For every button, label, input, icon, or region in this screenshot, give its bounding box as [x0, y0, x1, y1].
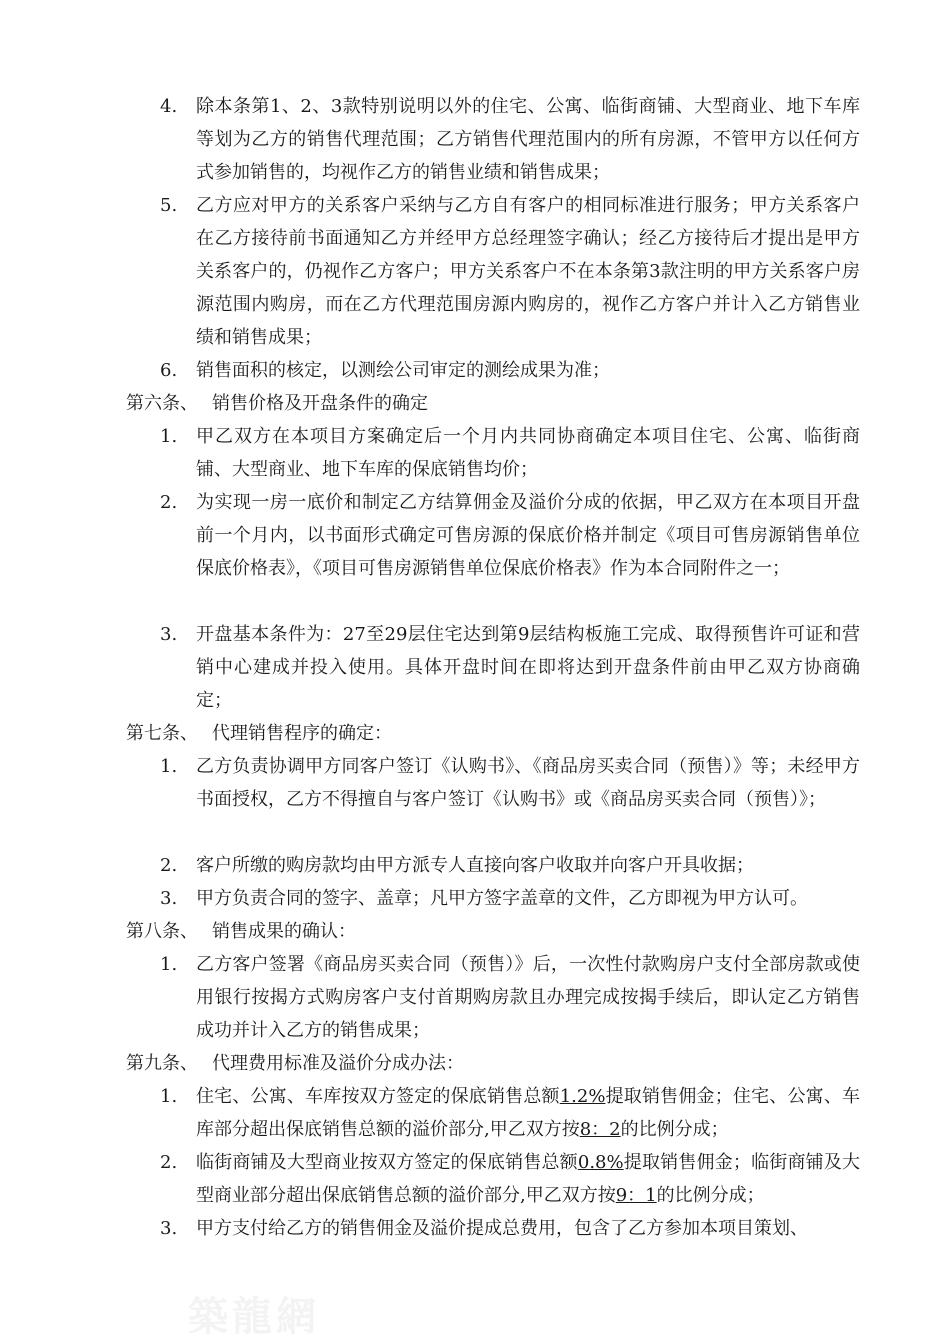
article6-heading	[126, 387, 428, 420]
item-number: 2.	[160, 492, 178, 513]
item-number: 1.	[160, 954, 178, 975]
article6-item-3	[160, 618, 860, 717]
article-title: 代理销售程序的确定：	[212, 723, 392, 744]
article-label: 第八条、	[126, 921, 198, 942]
item-text: 乙方客户签署《商品房买卖合同（预售）》后，一次性付款购房户支付全部房款或使用银行按揭方式购房客户支付首期购房款且办理完成按揭手续后，即认定乙方销售成功并计入乙方的销售成果；	[196, 954, 860, 1041]
item-text: 除本条第1、2、3款特别说明以外的住宅、公寓、临街商铺、大型商业、地下车库等划为乙方的销售代理范围；乙方销售代理范围内的所有房源，不管甲方以任何方式参加销售的，均视作乙方的销售业绩和销售成果；	[196, 96, 860, 183]
article8-item-1	[160, 948, 860, 1047]
article-title: 销售价格及开盘条件的确定	[212, 393, 428, 414]
item-number: 6.	[160, 360, 178, 381]
article-title: 销售成果的确认：	[212, 921, 356, 942]
article5-item-4	[160, 90, 860, 189]
article6-item-1	[160, 420, 860, 486]
item-number: 1.	[160, 1086, 178, 1107]
commission-rate: 0.8%	[577, 1152, 624, 1173]
text-part: 临街商铺及大型商业按双方签定的保底销售总额	[196, 1152, 578, 1173]
text-part: 的比例分成；	[656, 1185, 765, 1206]
text-part: 提取销售佣金；临街商铺及大型商业部分超出保底销售总额的溢价部分,甲乙双方按	[196, 1152, 861, 1206]
text-part: 提取销售佣金；住宅、公寓、车库部分超出保底销售总额的溢价部分,甲乙双方按	[196, 1086, 861, 1140]
item-text: 甲方支付给乙方的销售佣金及溢价提成总费用，包含了乙方参加本项目策划、	[196, 1218, 808, 1239]
item-number: 2.	[160, 1152, 178, 1173]
article-label: 第九条、	[126, 1053, 198, 1074]
item-text: 为实现一房一底价和制定乙方结算佣金及溢价分成的依据，甲乙双方在本项目开盘前一个月内，以书面形式确定可售房源的保底价格并制定《项目可售房源销售单位保底价格表》，《项目可售房源销售单位保底价格表》作为本合同附件之一；	[196, 492, 860, 579]
item-text: 甲方负责合同的签字、盖章；凡甲方签字盖章的文件，乙方即视为甲方认可。	[196, 888, 808, 909]
article6-item-2	[160, 486, 860, 585]
item-number: 4.	[160, 96, 178, 117]
item-number: 3.	[160, 624, 178, 645]
text-part: 住宅、公寓、车库按双方签定的保底销售总额	[196, 1086, 560, 1107]
item-text	[196, 1146, 860, 1212]
article7-item-3	[160, 882, 860, 915]
item-text: 客户所缴的购房款均由甲方派专人直接向客户收取并向客户开具收据；	[196, 855, 754, 876]
article9-item-3	[160, 1212, 860, 1245]
article7-item-2	[160, 849, 860, 882]
split-ratio: 8：2	[579, 1119, 621, 1140]
article9-item-1	[160, 1080, 860, 1146]
watermark: 築龍網	[188, 1293, 320, 1340]
article5-item-6	[160, 354, 860, 387]
item-text	[196, 1080, 860, 1146]
article7-heading	[126, 717, 392, 750]
item-text: 乙方应对甲方的关系客户采纳与乙方自有客户的相同标准进行服务；甲方关系客户在乙方接待前书面通知乙方并经甲方总经理签字确认；经乙方接待后才提出是甲方关系客户的，仍视作乙方客户；甲方关系客户不在本条第3款注明的甲方关系客户房源范围内购房，而在乙方代理范围房源内购房的，视作乙方客户并计入乙方销售业绩和销售成果；	[196, 195, 860, 348]
article9-item-2	[160, 1146, 860, 1212]
item-text: 销售面积的核定，以测绘公司审定的测绘成果为准；	[196, 360, 610, 381]
article5-item-5	[160, 189, 860, 354]
article8-heading	[126, 915, 356, 948]
item-text: 乙方负责协调甲方同客户签订《认购书》、《商品房买卖合同（预售）》等；未经甲方书面授权，乙方不得擅自与客户签订《认购书》或《商品房买卖合同（预售）》；	[196, 756, 860, 810]
split-ratio: 9：1	[615, 1185, 657, 1206]
item-text: 开盘基本条件为：27至29层住宅达到第9层结构板施工完成、取得预售许可证和营销中心建成并投入使用。具体开盘时间在即将达到开盘条件前由甲乙双方协商确定；	[196, 624, 860, 711]
item-number: 5.	[160, 195, 178, 216]
item-text: 甲乙双方在本项目方案确定后一个月内共同协商确定本项目住宅、公寓、临街商铺、大型商业、地下车库的保底销售均价；	[196, 426, 860, 480]
item-number: 3.	[160, 888, 178, 909]
item-number: 3.	[160, 1218, 178, 1239]
article7-item-1	[160, 750, 860, 816]
text-part: 的比例分成；	[620, 1119, 729, 1140]
commission-rate: 1.2%	[559, 1086, 606, 1107]
article-title: 代理费用标准及溢价分成办法：	[212, 1053, 464, 1074]
item-number: 2.	[160, 855, 178, 876]
article-label: 第六条、	[126, 393, 198, 414]
item-number: 1.	[160, 426, 178, 447]
article-label: 第七条、	[126, 723, 198, 744]
article9-heading	[126, 1047, 464, 1080]
item-number: 1.	[160, 756, 178, 777]
